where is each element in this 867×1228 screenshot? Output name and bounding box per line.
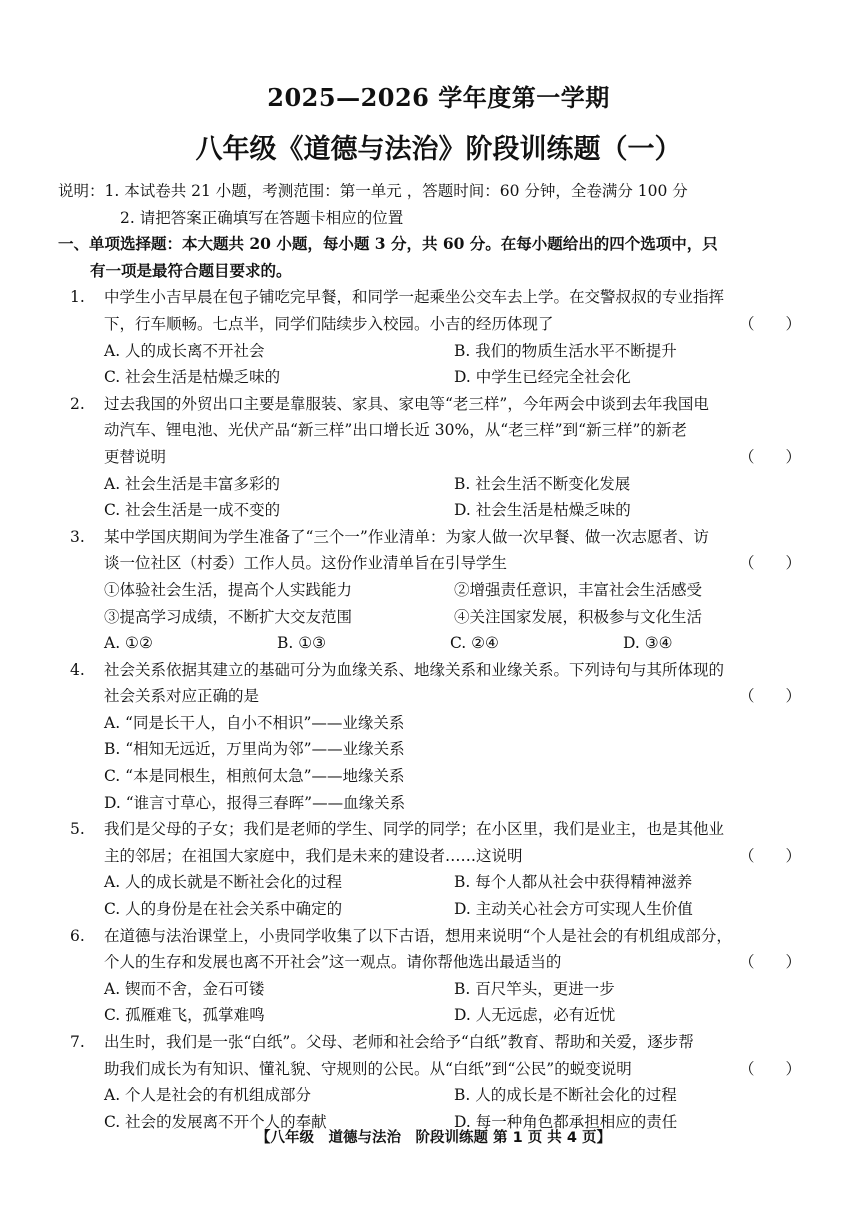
question-4 — [70, 657, 807, 817]
answer-parentheses: （ ） — [738, 314, 801, 333]
question-stem: 我们是父母的子女；我们是老师的学生、同学的同学；在小区里，我们是业主，也是其他业 — [104, 820, 725, 839]
option-c: C. 社会生活是枯燥乏味的 — [104, 368, 281, 387]
question-stem: 谈一位社区（村委）工作人员。这份作业清单旨在引导学生 — [104, 554, 508, 573]
option-b: B. 我们的物质生活水平不断提升 — [454, 341, 677, 360]
question-stem: 在道德与法治课堂上，小贵同学收集了以下古语，想用来说明“个人是社会的有机组成部分， — [104, 926, 732, 945]
option-d: D. 中学生已经完全社会化 — [454, 368, 631, 387]
statement-2: ②增强责任意识，丰富社会生活感受 — [454, 580, 703, 599]
question-number: 1. — [70, 288, 85, 307]
statement-3: ③提高学习成绩，不断扩大交友范围 — [104, 607, 353, 626]
instructions-line-2: 2. 请把答案正确填写在答题卡相应的位置 — [120, 208, 404, 227]
question-stem: 出生时，我们是一张“白纸”。父母、老师和社会给予“白纸”教育、帮助和关爱，逐步帮 — [104, 1033, 694, 1051]
option-a: A. ①② — [104, 634, 153, 653]
option-a: A. 社会生活是丰富多彩的 — [104, 474, 281, 493]
answer-parentheses: （ ） — [738, 1059, 801, 1078]
question-stem: 过去我国的外贸出口主要是靠服装、家具、家电等“老三样”，今年两会中谈到去年我国电 — [104, 394, 709, 413]
question-stem: 主的邻居；在祖国大家庭中，我们是未来的建设者……这说明 — [104, 846, 523, 865]
question-stem: 某中学国庆期间为学生准备了“三个一”作业清单：为家人做一次早餐、做一次志愿者、访 — [104, 527, 709, 546]
question-3 — [70, 524, 807, 657]
option-c: C. 社会生活是一成不变的 — [104, 501, 281, 520]
option-a: A. 人的成长离不开社会 — [104, 341, 265, 360]
instructions-line-1: 说明：1. 本试卷共 21 小题，考测范围：第一单元 ，答题时间：60 分钟，全卷满分 100 分 — [58, 182, 688, 200]
option-a: A. 锲而不舍，金石可镂 — [104, 979, 265, 998]
question-number: 5. — [70, 820, 85, 839]
answer-parentheses: （ ） — [738, 447, 801, 466]
option-d: D. 每一种角色都承担相应的责任 — [454, 1112, 678, 1131]
answer-parentheses: （ ） — [738, 953, 801, 972]
option-d: D. 主动关心社会方可实现人生价值 — [454, 900, 693, 919]
question-number: 3. — [70, 527, 85, 546]
option-c: C. 孤雁难飞，孤掌难鸣 — [104, 1006, 265, 1025]
option-b: B. 百尺竿头，更进一步 — [454, 979, 615, 998]
option-b: B. 每个人都从社会中获得精神滋养 — [454, 873, 693, 892]
option-a: A. “同是长干人，自小不相识”——业缘关系 — [104, 713, 405, 732]
option-b: B. 社会生活不断变化发展 — [454, 474, 631, 493]
question-5 — [70, 816, 807, 922]
question-number: 2. — [70, 394, 85, 413]
question-number: 6. — [70, 926, 85, 945]
question-number: 4. — [70, 660, 85, 679]
option-d: D. 社会生活是枯燥乏味的 — [454, 501, 631, 520]
page-footer: 【八年级 道德与法治 阶段训练题 第 1 页 共 4 页】 — [256, 1130, 611, 1146]
option-a: A. 个人是社会的有机组成部分 — [104, 1086, 312, 1105]
exam-year-title: 2025—2026 学年度第一学期 — [267, 83, 610, 112]
question-stem: 中学生小吉早晨在包子铺吃完早餐，和同学一起乘坐公交车去上学。在交警叔叔的专业指挥 — [104, 288, 725, 307]
question-stem: 动汽车、锂电池、光伏产品“新三样”出口增长近 30%，从“老三样”到“新三样”的新老 — [104, 421, 687, 440]
option-c: C. “本是同根生，相煎何太急”——地缘关系 — [104, 767, 405, 786]
question-stem: 社会关系对应正确的是 — [104, 687, 260, 706]
question-7 — [70, 1029, 807, 1135]
answer-parentheses: （ ） — [738, 846, 801, 865]
option-b: B. “相知无远近，万里尚为邻”——业缘关系 — [104, 740, 405, 759]
statement-1: ①体验社会生活，提高个人实践能力 — [104, 580, 353, 599]
option-b: B. 人的成长是不断社会化的过程 — [454, 1086, 677, 1105]
statement-4: ④关注国家发展，积极参与文化生活 — [454, 607, 703, 626]
option-d: D. “谁言寸草心，报得三春晖”——血缘关系 — [104, 793, 406, 812]
option-d: D. 人无远虑，必有近忧 — [454, 1006, 616, 1025]
exam-subject-title: 八年级《道德与法治》阶段训练题（一） — [195, 134, 682, 165]
question-stem: 下，行车顺畅。七点半，同学们陆续步入校园。小吉的经历体现了 — [104, 314, 554, 333]
question-stem: 更替说明 — [104, 447, 167, 466]
question-1 — [70, 284, 807, 390]
option-b: B. ①③ — [277, 634, 327, 653]
option-a: A. 人的成长就是不断社会化的过程 — [104, 873, 343, 892]
question-2 — [70, 391, 807, 524]
section-heading: 一、单项选择题：本大题共 20 小题，每小题 3 分，共 60 分。在每小题给出的四个选项中，只 — [58, 234, 718, 254]
answer-parentheses: （ ） — [738, 687, 801, 706]
answer-parentheses: （ ） — [738, 554, 801, 573]
question-6 — [70, 923, 807, 1029]
option-c: C. ②④ — [450, 634, 499, 653]
question-stem: 助我们成长为有知识、懂礼貌、守规则的公民。从“白纸”到“公民”的蜕变说明 — [104, 1059, 632, 1078]
question-stem: 个人的生存和发展也离不开社会”这一观点。请你帮他选出最适当的 — [104, 953, 562, 972]
question-number: 7. — [70, 1033, 85, 1051]
section-heading-cont: 有一项是最符合题目要求的。 — [90, 260, 292, 280]
question-stem: 社会关系依据其建立的基础可分为血缘关系、地缘关系和业缘关系。下列诗句与其所体现的 — [104, 660, 725, 679]
option-c: C. 社会的发展离不开个人的奉献 — [104, 1112, 327, 1131]
option-d: D. ③④ — [623, 634, 673, 653]
option-c: C. 人的身份是在社会关系中确定的 — [104, 900, 343, 919]
